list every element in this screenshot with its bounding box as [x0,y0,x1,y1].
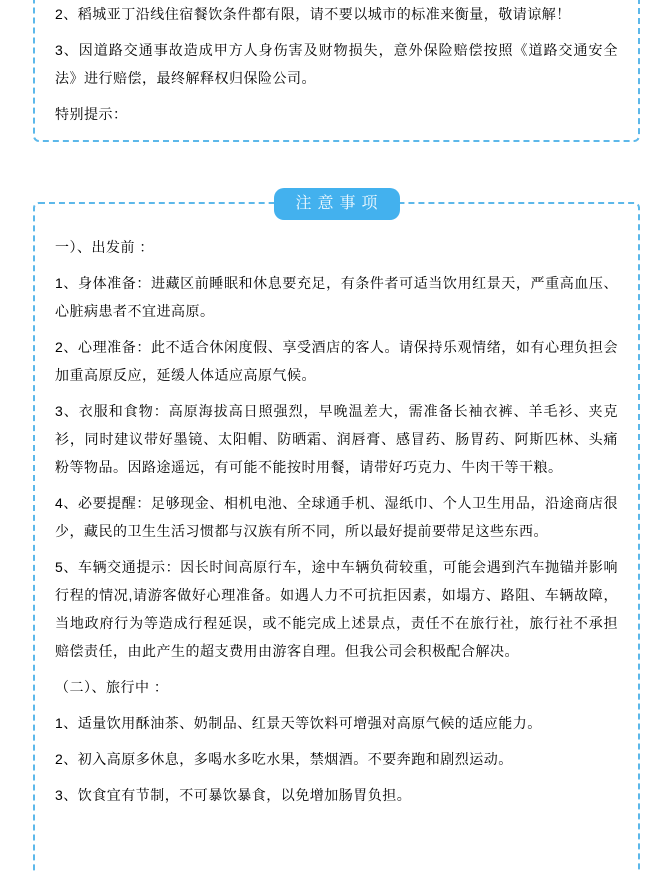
section-heading-before-departure: 一）、出发前 ： [55,239,154,255]
attention-paragraph-drinks: 1、适量饮用酥油茶、奶制品、红景天等饮料可增强对高原气候的适应能力。 [55,715,542,731]
special-note-label: 特别提示： [55,106,128,122]
attention-paragraph-diet: 3、饮食宜有节制，不可暴饮暴食，以免增加肠胃负担。 [55,787,412,803]
attention-paragraph-essentials: 4、必要提醒：足够现金、相机电池、全球通手机、湿纸巾、个人卫生用品，沿途商店很少，藏民的卫生生活习惯都与汉族有所不同，所以最好提前要带足这些东西。 [55,495,618,539]
attention-paragraph-physical: 1、身体准备：进藏区前睡眠和休息要充足，有条件者可适当饮用红景天，严重高血压、心脏病患者不宜进高原。 [55,275,618,319]
attention-paragraph-clothing-food: 3、衣服和食物：高原海拔高日照强烈，早晚温差大，需准备长袖衣裤、羊毛衫、夹克衫，同时建议带好墨镜、太阳帽、防晒霜、润唇膏、感冒药、肠胃药、阿斯匹林、头痛粉等物品。因路途遥远，有可能不能按时用餐，请带好巧克力、牛肉干等干粮。 [55,403,618,475]
section-heading-during-travel: （二）、旅行中 ： [55,679,169,695]
attention-paragraph-mental: 2、心理准备：此不适合休闲度假、享受酒店的客人。请保持乐观情绪，如有心理负担会加重高原反应，延缓人体适应高原气候。 [55,339,618,383]
notice-paragraph-lodging: 2、稻城亚丁沿线住宿餐饮条件都有限，请不要以城市的标准来衡量，敬请谅解！ [55,6,571,22]
attention-paragraph-vehicle: 5、车辆交通提示：因长时间高原行车，途中车辆负荷较重，可能会遇到汽车抛锚并影响行程的情况,请游客做好心理准备。如遇人力不可抗拒因素，如塌方、路阻、车辆故障，当地政府行为等造成行程延误，或不能完成上述景点，责任不在旅行社，旅行社不承担赔偿责任，由此产生的超支费用由游客自理。但我公司会积极配合解决。 [55,559,618,659]
attention-badge: 注意事项 [273,188,399,220]
attention-paragraph-rest: 2、初入高原多休息，多喝水多吃水果，禁烟酒。不要奔跑和剧烈运动。 [55,751,513,767]
notice-paragraph-insurance: 3、因道路交通事故造成甲方人身伤害及财物损失，意外保险赔偿按照《道路交通安全法》进行赔偿，最终解释权归保险公司。 [55,42,618,86]
attention-box [33,195,640,871]
top-notice-box [33,0,640,142]
